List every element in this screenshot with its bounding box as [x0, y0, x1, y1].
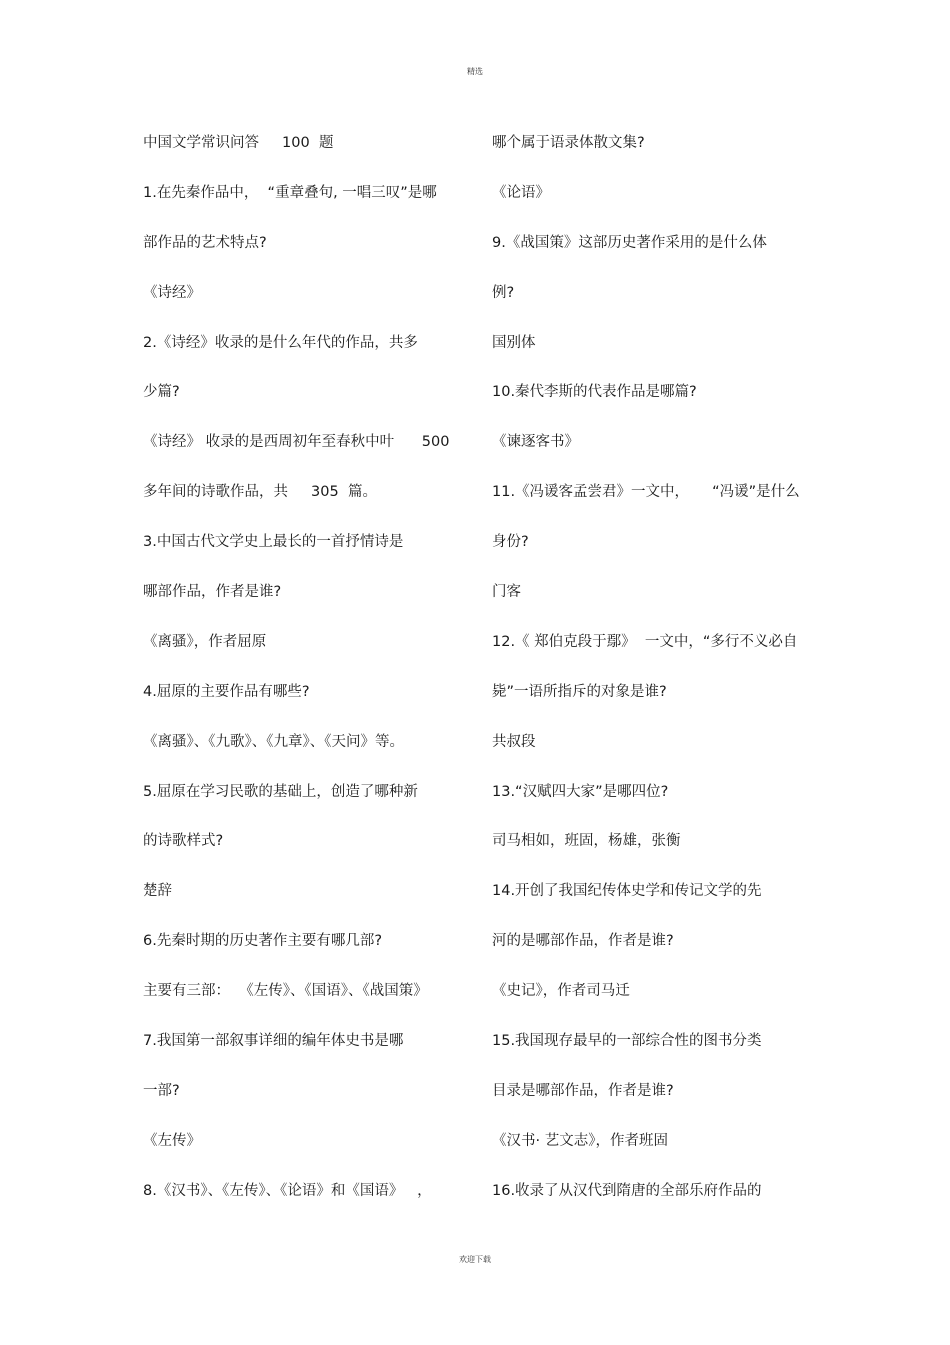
text-line: 国别体 [492, 334, 536, 351]
text-line: 2.《诗经》收录的是什么年代的作品，共多 [143, 334, 418, 351]
text-line: 部作品的艺术特点? [143, 234, 267, 251]
text-line: 毙”一语所指斥的对象是谁? [492, 683, 667, 700]
text-line: 少篇? [143, 384, 180, 401]
text-line: 身份? [492, 534, 529, 551]
text-line: 多年间的诗歌作品，共 305 篇。 [143, 484, 377, 501]
page-footer: 欢迎下载 [459, 1255, 491, 1264]
text-line: 的诗歌样式? [143, 833, 224, 850]
text-line: 7.我国第一部叙事详细的编年体史书是哪 [143, 1033, 404, 1050]
text-line: 5.屈原在学习民歌的基础上，创造了哪种新 [143, 783, 418, 800]
text-line: 6.先秦时期的历史著作主要有哪几部? [143, 933, 383, 950]
text-line: 《汉书· 艺文志》，作者班固 [492, 1132, 668, 1149]
text-line: 共叔段 [492, 733, 536, 750]
text-line: 《诗经》 [143, 284, 201, 301]
text-line: 《诗经》 收录的是西周初年至春秋中叶 500 [143, 434, 450, 451]
text-line: 《史记》，作者司马迁 [492, 983, 630, 1000]
text-line: 《离骚》，作者屈原 [143, 633, 267, 650]
text-line: 8.《汉书》、《左传》、《论语》和《国语》 ， [143, 1182, 432, 1199]
text-line: 12.《 郑伯克段于鄢》 一文中，“多行不义必自 [492, 633, 798, 650]
text-line: 10.秦代李斯的代表作品是哪篇? [492, 384, 697, 401]
text-line: 14.开创了我国纪传体史学和传记文学的先 [492, 883, 762, 900]
text-line: 1.在先秦作品中， “重章叠句, 一唱三叹”是哪 [143, 184, 437, 201]
text-line: 目录是哪部作品，作者是谁? [492, 1082, 674, 1099]
text-line: 《论语》 [492, 184, 550, 201]
text-line: 中国文学常识问答 100 题 [143, 135, 334, 151]
text-line: 司马相如，班固，杨雄，张衡 [492, 833, 681, 850]
text-line: 例? [492, 284, 515, 301]
text-line: 一部? [143, 1082, 180, 1099]
text-line: 15.我国现存最早的一部综合性的图书分类 [492, 1033, 762, 1050]
text-line: 主要有三部： 《左传》、《国语》、《战国策》 [143, 983, 428, 1000]
text-line: 河的是哪部作品，作者是谁? [492, 933, 674, 950]
right-column [492, 131, 822, 1229]
text-line: 门客 [492, 584, 521, 601]
text-line: 4.屈原的主要作品有哪些? [143, 683, 310, 700]
text-line: 11.《冯谖客孟尝君》一文中， “冯谖”是什么 [492, 484, 800, 501]
text-line: 哪部作品，作者是谁? [143, 584, 282, 601]
left-column [143, 131, 483, 1229]
text-line: 9.《战国策》这部历史著作采用的是什么体 [492, 234, 767, 251]
text-line: 哪个属于语录体散文集? [492, 135, 645, 151]
text-line: 楚辞 [143, 883, 172, 900]
text-line: 《左传》 [143, 1132, 201, 1149]
text-line: 3.中国古代文学史上最长的一首抒情诗是 [143, 534, 404, 551]
text-line: 13.“汉赋四大家”是哪四位? [492, 783, 669, 800]
text-line: 《谏逐客书》 [492, 434, 579, 451]
text-line: 《离骚》、《九歌》、《九章》、《天问》等。 [143, 733, 404, 750]
text-line: 16.收录了从汉代到隋唐的全部乐府作品的 [492, 1182, 762, 1199]
page-header: 精选 [467, 67, 483, 76]
